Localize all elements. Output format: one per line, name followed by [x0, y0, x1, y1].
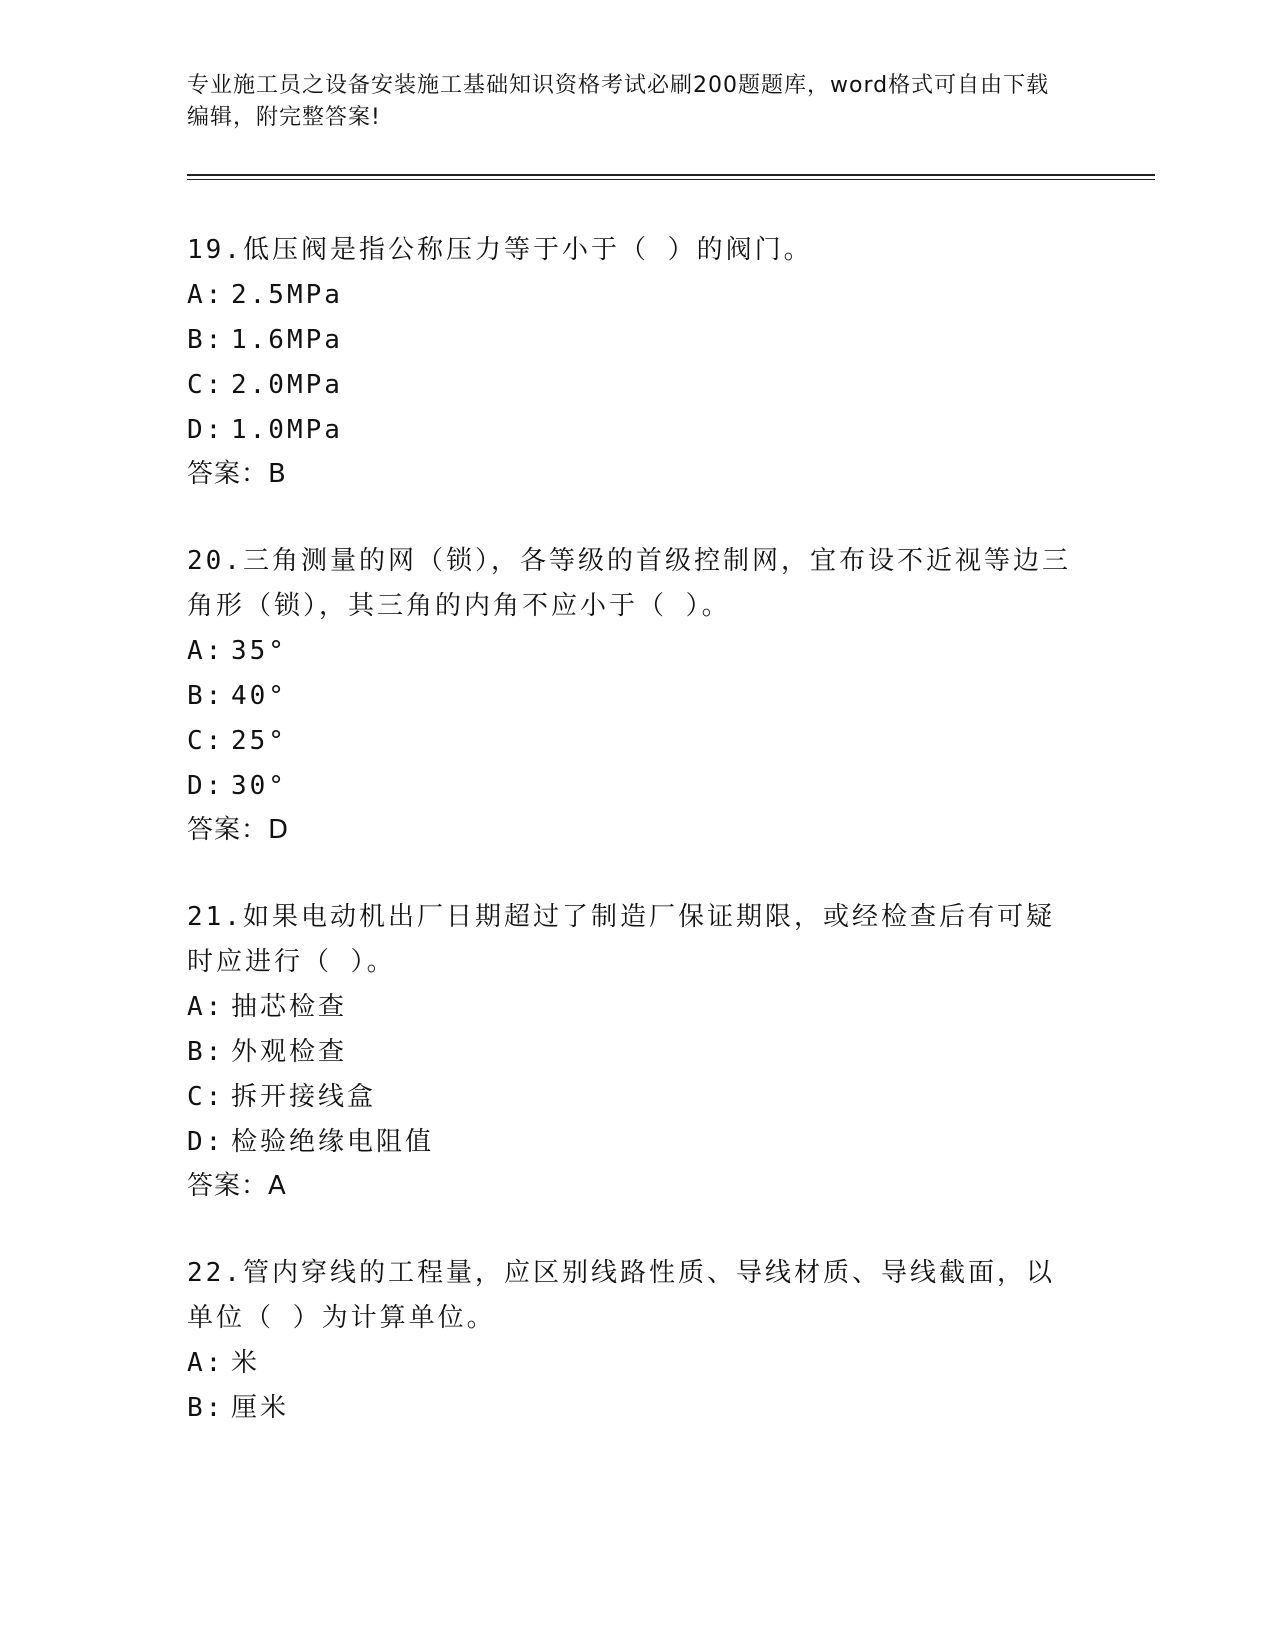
option-text: 厘米 [231, 1393, 290, 1423]
question-21 [187, 895, 1155, 1207]
option-letter: C: [187, 726, 225, 756]
option-letter: A: [187, 280, 225, 310]
option-d [187, 408, 1155, 453]
option-b [187, 674, 1155, 719]
option-letter: B: [187, 325, 225, 355]
question-20 [187, 539, 1155, 851]
option-a [187, 629, 1155, 674]
option-letter: A: [187, 636, 225, 666]
option-letter: B: [187, 681, 225, 711]
option-a [187, 985, 1155, 1030]
option-text: 1.6MPa [231, 325, 343, 355]
question-22 [187, 1251, 1155, 1431]
option-d [187, 1120, 1155, 1165]
option-c [187, 363, 1155, 408]
document-header: 专业施工员之设备安装施工基础知识资格考试必刷200题题库，word格式可自由下载编辑，附完整答案! [187, 73, 1050, 130]
option-text: 1.0MPa [231, 415, 343, 445]
option-text: 25° [231, 726, 287, 756]
option-letter: A: [187, 992, 225, 1022]
option-text: 40° [231, 681, 287, 711]
question-stem: 22.管内穿线的工程量，应区别线路性质、导线材质、导线截面，以单位（ ）为计算单位。 [187, 1258, 1055, 1333]
option-text: 抽芯检查 [231, 992, 348, 1022]
option-a [187, 1341, 1155, 1386]
option-text: 外观检查 [231, 1037, 348, 1067]
option-text: 30° [231, 771, 287, 801]
question-stem: 19.低压阀是指公称压力等于小于（ ）的阀门。 [187, 235, 813, 265]
question-19 [187, 228, 1155, 495]
answer-line: 答案：D [187, 815, 290, 845]
option-text: 35° [231, 636, 287, 666]
option-letter: D: [187, 415, 225, 445]
option-letter: D: [187, 1127, 225, 1157]
option-text: 拆开接线盒 [231, 1082, 377, 1112]
option-d [187, 764, 1155, 809]
option-c [187, 1075, 1155, 1120]
question-list [187, 228, 1155, 1431]
option-a [187, 273, 1155, 318]
option-letter: A: [187, 1348, 225, 1378]
option-b [187, 318, 1155, 363]
option-text: 检验绝缘电阻值 [231, 1127, 435, 1157]
option-text: 2.0MPa [231, 370, 343, 400]
option-letter: C: [187, 1082, 225, 1112]
option-letter: C: [187, 370, 225, 400]
option-c [187, 719, 1155, 764]
option-letter: B: [187, 1037, 225, 1067]
header-divider [187, 174, 1155, 176]
option-text: 米 [231, 1348, 261, 1378]
document-page [187, 70, 1155, 1475]
answer-line: 答案：A [187, 1171, 287, 1201]
option-letter: D: [187, 771, 225, 801]
option-text: 2.5MPa [231, 280, 343, 310]
question-stem: 21.如果电动机出厂日期超过了制造厂保证期限，或经检查后有可疑时应进行（ ）。 [187, 902, 1055, 977]
question-stem: 20.三角测量的网（锁），各等级的首级控制网，宜布设不近视等边三角形（锁），其三角的内角不应小于（ ）。 [187, 546, 1071, 621]
answer-line: 答案：B [187, 459, 287, 489]
option-b [187, 1030, 1155, 1075]
option-b [187, 1386, 1155, 1431]
option-letter: B: [187, 1393, 225, 1423]
